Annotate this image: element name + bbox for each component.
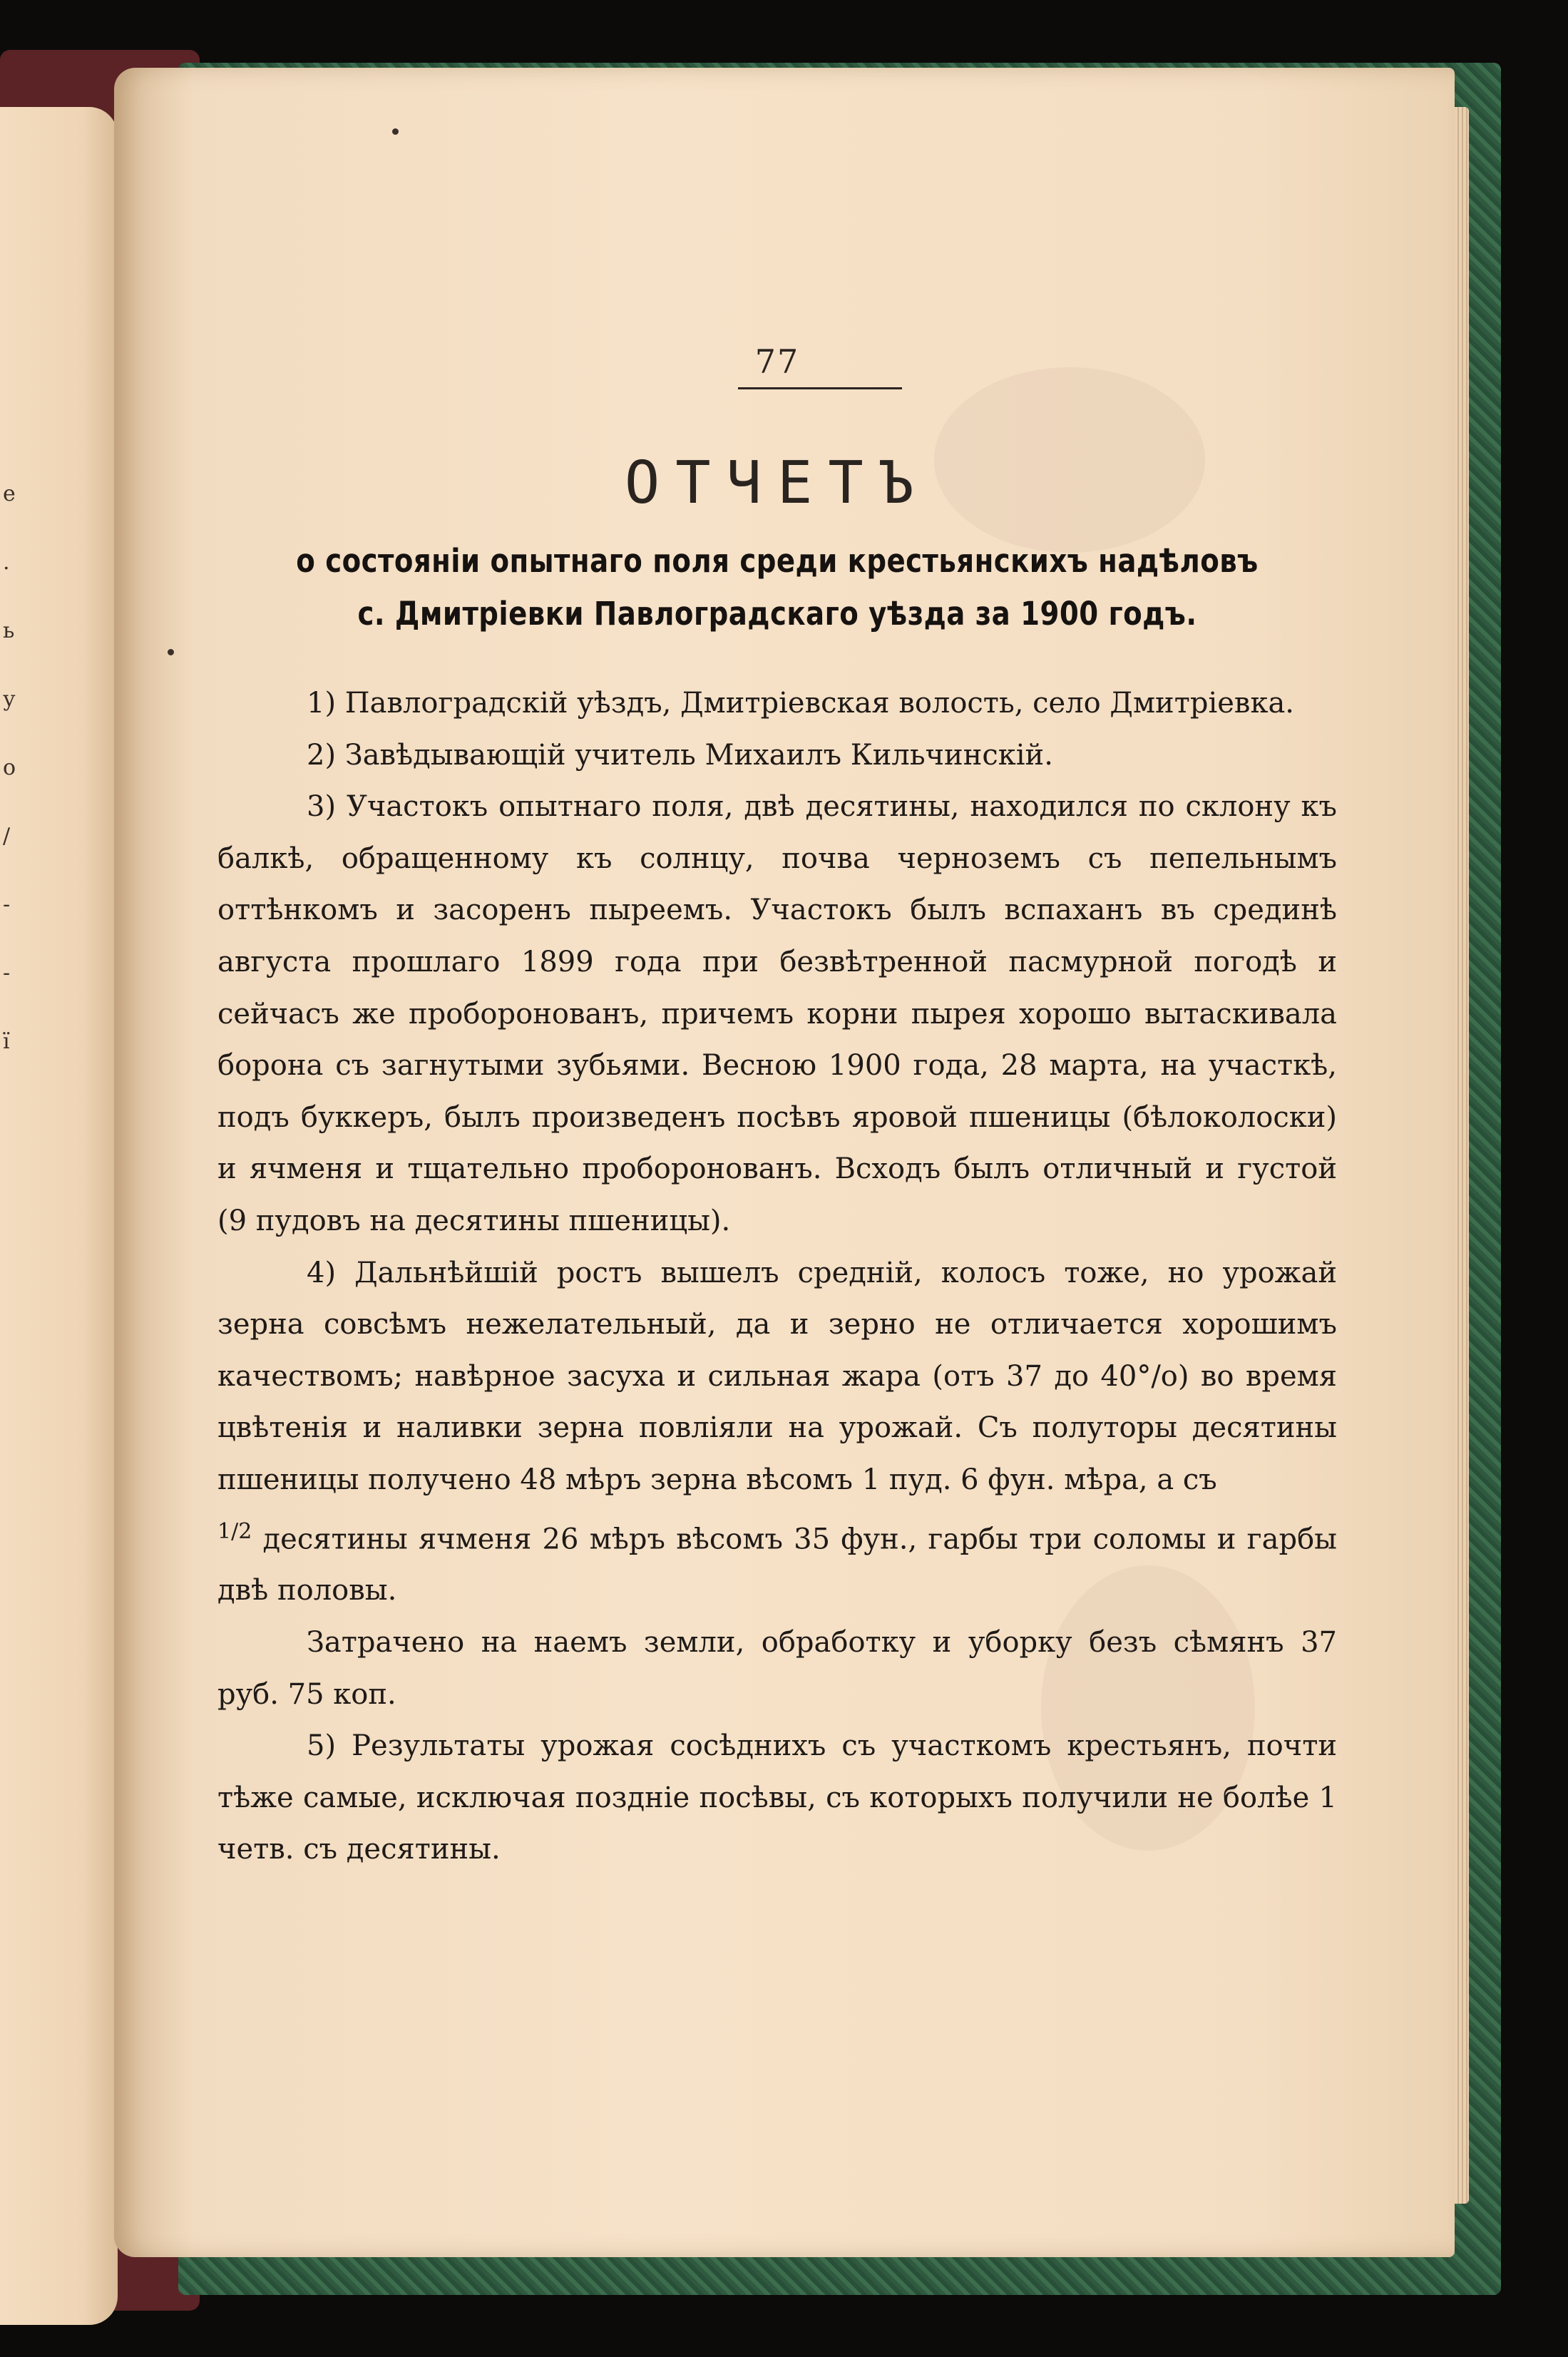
document-title: ОТЧЕТЪ [624,449,931,517]
paragraph-2: 2) Завѣдывающій учитель Михаилъ Кильчинскій. [307,738,1053,772]
paragraph-5: Затрачено на наемъ земли, обработку и уборку безъ сѣмянъ 37 руб. 75 коп. [217,1626,1337,1711]
book-page [114,68,1455,2257]
body-text [217,678,1337,1876]
subtitle-line-1: о состояніи опытнаго поля среди крестьянскихъ надѣловъ [296,542,1259,580]
paragraph-3: 3) Участокъ опытнаго поля, двѣ десятины, находился по склону къ балкѣ, обращенному къ солнцу, почва черноземъ съ пепельнымъ оттѣнкомъ и засоренъ пыреемъ. Участокъ былъ вспаханъ въ срединѣ августа прошлаго 1899 года при безвѣтренной пасмурной погодѣ и сейчасъ же проборонованъ, причемъ корни пырея хорошо вытаскивала борона съ загнутыми зубьями. Весною 1900 года, 28 марта, на участкѣ, подъ буккеръ, былъ произведенъ посѣвъ яровой пшеницы (бѣлоколоски) и ячменя и тщательно проборонованъ. Всходъ былъ отличный и густой (9 пудовъ на десятины пшеницы). [217,790,1337,1237]
previous-page-letters: е . ь у о / - - ї [3,481,16,1054]
fraction-half: 1/2 [217,1518,252,1544]
paragraph-4-continued-text: десятины ячменя 26 мѣръ вѣсомъ 35 фун., гарбы три соломы и гарбы двѣ половы. [217,1522,1337,1607]
document-subtitle [296,535,1259,640]
ink-speck [168,649,174,655]
subtitle-line-2: с. Дмитріевки Павлоградскаго уѣзда за 1900 годъ. [357,595,1197,633]
ink-speck [392,128,399,135]
paragraph-4: 4) Дальнѣйшій ростъ вышелъ среднiй, колосъ тоже, но урожай зерна совсѣмъ нежелательный, да и зерно не отличается хорошимъ качествомъ; навѣрное засуха и сильная жара (отъ 37 до 40°/o) во время цвѣтенія и наливки зерна повліяли на урожай. Съ полуторы десятины пшеницы получено 48 мѣръ зерна вѣсомъ 1 пуд. 6 фун. мѣра, а съ [217,1256,1337,1496]
paragraph-6: 5) Результаты урожая сосѣднихъ съ участкомъ крестьянъ, почти тѣже самые, исключая позднiе посѣвы, съ которыхъ получили не болѣе 1 четв. съ десятины. [217,1729,1337,1866]
page-number: 77 [754,342,800,381]
page-number-rule [738,387,902,389]
paragraph-1: 1) Павлоградскій уѣздъ, Дмитріевская волость, село Дмитріевка. [307,687,1294,720]
paragraph-4-continued [217,1506,1337,1617]
previous-page [0,107,118,2325]
